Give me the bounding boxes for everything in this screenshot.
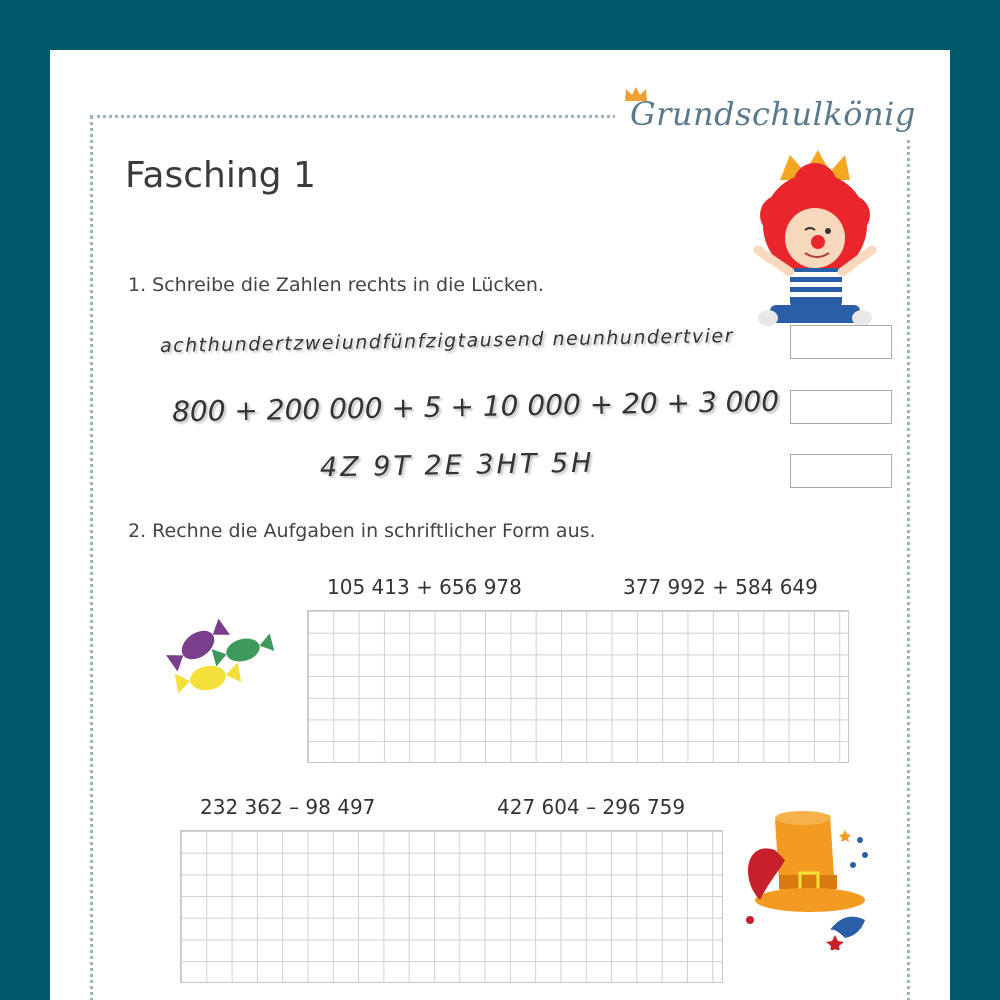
candy-illustration — [158, 610, 278, 700]
worksheet-title: Fasching 1 — [125, 155, 316, 196]
party-hat-illustration — [735, 800, 885, 950]
answer-box-2[interactable] — [790, 390, 892, 424]
calculation-grid-1[interactable] — [307, 610, 849, 763]
brand-logo-text: Grundschulkönig — [630, 95, 916, 133]
expanded-sum-line: 800 + 200 000 + 5 + 10 000 + 20 + 3 000 — [171, 384, 780, 429]
answer-box-3[interactable] — [790, 454, 892, 488]
number-word-line: achthundertzweiundfünfzigtausend neunhundertvier — [159, 324, 735, 358]
clown-illustration — [750, 150, 880, 330]
answer-box-1[interactable] — [790, 325, 892, 359]
problem-4: 427 604 – 296 759 — [497, 795, 686, 819]
place-value-line: 4Z 9T 2E 3HT 5H — [319, 447, 595, 484]
problem-2: 377 992 + 584 649 — [623, 575, 818, 599]
task2-instruction: 2. Rechne die Aufgaben in schriftlicher Form aus. — [128, 520, 596, 542]
problem-3: 232 362 – 98 497 — [200, 795, 376, 819]
worksheet-page — [50, 50, 950, 1000]
task1-instruction: 1. Schreibe die Zahlen rechts in die Lücken. — [128, 274, 544, 296]
problem-1: 105 413 + 656 978 — [327, 575, 522, 599]
calculation-grid-2[interactable] — [180, 830, 723, 983]
